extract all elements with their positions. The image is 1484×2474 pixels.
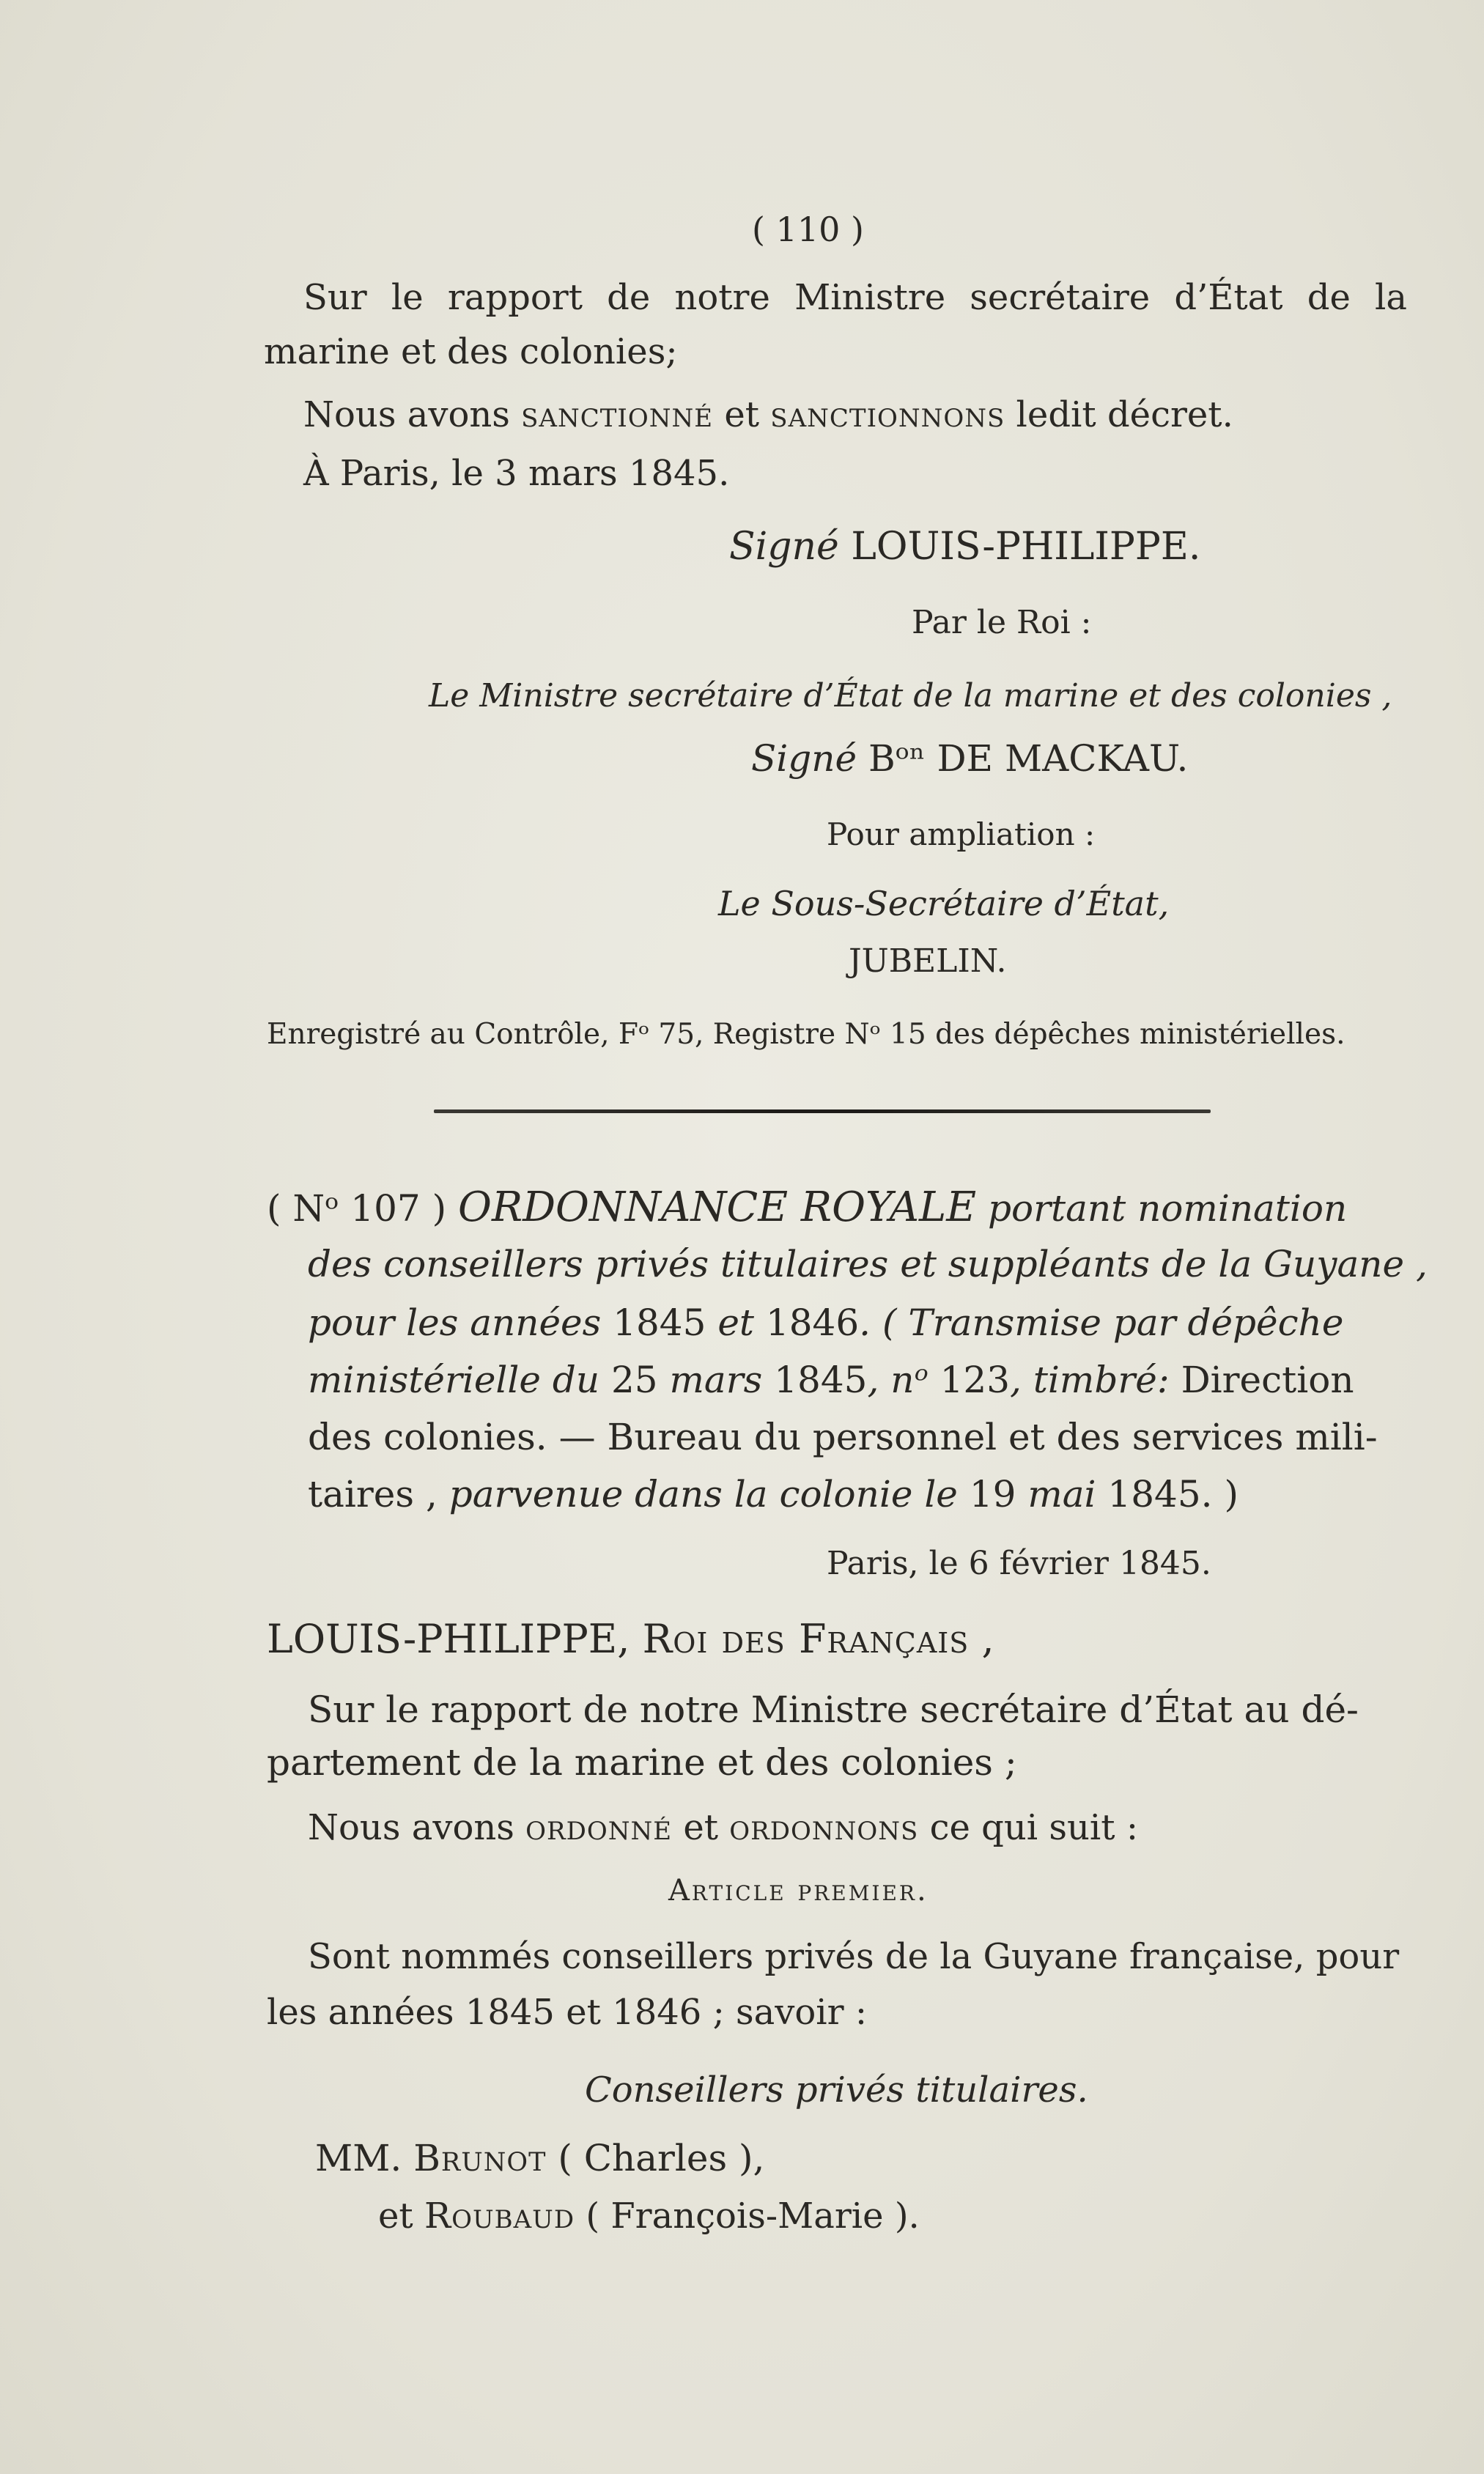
member-forename: ( François-Marie ). — [575, 2196, 920, 2237]
member-forename: ( Charles ), — [546, 2137, 765, 2179]
text-fragment: . ( Transmise par dépêche — [859, 1301, 1344, 1344]
text-fragment: mars — [657, 1359, 775, 1401]
text-fragment: . ) — [1200, 1473, 1238, 1515]
year: 1845 — [1107, 1473, 1201, 1515]
page-number: ( 110 ) — [752, 210, 864, 249]
ordonnance-para-1-line-2: partement de la marine et des colonies ; — [267, 1741, 1017, 1784]
signatory-name: Bᵒⁿ DE MACKAU. — [857, 737, 1189, 780]
king-title — [267, 1616, 994, 1662]
small-caps-word: sanctionnons — [770, 394, 1005, 435]
text-fragment: et — [672, 1807, 730, 1848]
ordonnance-heading-5: des colonies. — Bureau du personnel et des services mili- — [308, 1416, 1378, 1458]
mm-label: MM. — [315, 2137, 414, 2179]
text-fragment: , nᵒ — [867, 1359, 940, 1401]
text-fragment: ledit décret. — [1005, 394, 1233, 435]
text-fragment: , — [617, 1616, 643, 1662]
ordonnance-para-2 — [308, 1807, 1138, 1848]
text-fragment: et — [378, 2196, 424, 2237]
text-fragment: Nous avons — [303, 394, 522, 435]
member-line-2 — [378, 2196, 920, 2237]
ordonnance-para-3-line-2: les années 1845 et 1846 ; savoir : — [267, 1992, 867, 2033]
decree-date: À Paris, le 3 mars 1845. — [303, 453, 730, 494]
article-heading: Article premier. — [668, 1874, 929, 1908]
member-surname: Brunot — [413, 2137, 547, 2179]
king-name: LOUIS-PHILIPPE — [267, 1616, 618, 1662]
text-fragment: ce qui suit : — [918, 1807, 1138, 1848]
text-fragment: Nous avons — [308, 1807, 526, 1848]
ordonnance-title: ORDONNANCE ROYALE — [458, 1184, 977, 1231]
decree-line-1: Sur le rapport de notre Ministre secrétaire d’État de la — [303, 277, 1407, 318]
year: 1846 — [765, 1301, 860, 1344]
signe-label: Signé — [729, 525, 839, 569]
text-fragment: et — [713, 394, 771, 435]
pour-ampliation: Pour ampliation : — [827, 816, 1096, 852]
ordonnance-heading-3 — [308, 1301, 1344, 1344]
ordonnance-heading-1 — [267, 1184, 1407, 1231]
ordonnance-para-1-line-1: Sur le rapport de notre Ministre secrétaire d’État au dé- — [308, 1688, 1359, 1731]
text-fragment: ministérielle du — [308, 1359, 611, 1401]
decree-sanction-line — [303, 394, 1233, 435]
member-surname: Roubaud — [424, 2196, 575, 2237]
text-fragment: , timbré: — [1010, 1359, 1181, 1401]
ordonnance-heading-4 — [308, 1359, 1354, 1401]
section-divider — [434, 1109, 1211, 1113]
text-fragment: , — [969, 1616, 994, 1662]
text-fragment: Direction — [1181, 1359, 1354, 1401]
text-fragment: parvenue dans la colonie le — [448, 1473, 970, 1515]
king-style: Roi des Français — [642, 1616, 970, 1662]
text-fragment: taires , — [308, 1473, 449, 1515]
member-line-1 — [315, 2137, 765, 2179]
small-caps-word: sanctionné — [521, 394, 714, 435]
year: 1845 — [774, 1359, 868, 1401]
small-caps-word: ordonné — [525, 1807, 673, 1848]
ordonnance-para-3-line-1: Sont nommés conseillers privés de la Guyane française, pour — [308, 1936, 1400, 1977]
number: 19 — [969, 1473, 1016, 1515]
ordonnance-date: Paris, le 6 février 1845. — [827, 1545, 1211, 1582]
minister-title: Le Ministre secrétaire d’État de la marine et des colonies , — [429, 677, 1392, 714]
signe-label: Signé — [751, 737, 857, 780]
text-fragment: et — [706, 1301, 766, 1344]
signatory-name: LOUIS-PHILIPPE. — [838, 525, 1201, 569]
text-fragment: mai — [1016, 1473, 1108, 1515]
text-fragment: portant nomination — [976, 1187, 1348, 1230]
number: 123 — [940, 1359, 1011, 1401]
year: 1845 — [613, 1301, 706, 1344]
par-le-roi: Par le Roi : — [912, 604, 1092, 641]
sous-secretaire: Le Sous-Secrétaire d’État, — [718, 884, 1170, 923]
ordonnance-heading-2: des conseillers privés titulaires et suppléants de la Guyane , — [308, 1243, 1428, 1285]
decree-line-2: marine et des colonies; — [264, 331, 678, 372]
registration-note: Enregistré au Contrôle, Fᵒ 75, Registre Nᵒ 15 des dépêches ministérielles. — [267, 1018, 1345, 1051]
jubelin-signature: JUBELIN. — [849, 942, 1007, 980]
number: 25 — [611, 1359, 658, 1401]
section-titulaires: Conseillers privés titulaires. — [585, 2069, 1088, 2111]
signature-king — [729, 525, 1201, 569]
signature-minister — [751, 737, 1189, 780]
ordonnance-heading-6 — [308, 1473, 1238, 1515]
text-fragment: pour les années — [308, 1301, 613, 1344]
small-caps-word: ordonnons — [729, 1807, 919, 1848]
ordonnance-number: ( Nᵒ 107 ) — [267, 1187, 459, 1230]
